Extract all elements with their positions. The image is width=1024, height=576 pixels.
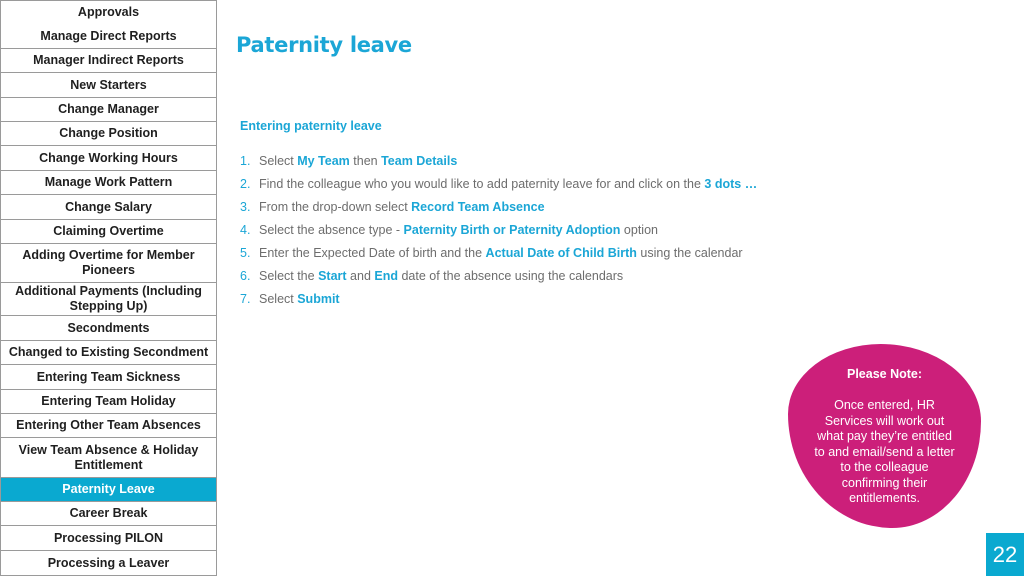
note-bubble: [788, 344, 981, 528]
step-text: Find the colleague who you would like to add paternity leave for and click on the: [259, 177, 705, 191]
step-item: [240, 154, 457, 168]
section-heading: Entering paternity leave: [240, 119, 382, 133]
step-number: 6.: [240, 269, 251, 283]
sidebar-item[interactable]: Paternity Leave: [0, 478, 217, 502]
note-line: confirming their: [841, 475, 928, 490]
note-line: entitlements.: [849, 491, 920, 505]
step-number: 4.: [240, 223, 251, 237]
note-title: Please Note:: [846, 367, 923, 381]
step-text: option: [620, 223, 658, 237]
step-highlight: Submit: [297, 292, 340, 306]
step-item: [240, 292, 340, 306]
note-line: Once entered, HR: [834, 398, 935, 412]
sidebar-item[interactable]: Change Manager: [0, 98, 217, 122]
sidebar-item[interactable]: Processing PILON: [0, 526, 217, 551]
step-text: From the drop-down select: [259, 200, 412, 214]
step-highlight: Start: [318, 269, 347, 283]
step-highlight: Record Team Absence: [411, 200, 545, 214]
sidebar-item[interactable]: View Team Absence & Holiday Entitlement: [0, 438, 217, 478]
note-line: Services will work out: [824, 413, 945, 428]
sidebar-item[interactable]: Secondments: [0, 316, 217, 341]
step-text: Select the absence type -: [259, 223, 404, 237]
step-item: [240, 177, 757, 191]
sidebar-item[interactable]: Manage Direct Reports: [0, 24, 217, 49]
step-item: [240, 269, 623, 283]
step-text: using the calendar: [636, 246, 743, 260]
sidebar-item[interactable]: New Starters: [0, 73, 217, 98]
step-highlight: End: [374, 269, 398, 283]
step-number: 5.: [240, 246, 251, 260]
sidebar-item[interactable]: Manage Work Pattern: [0, 171, 217, 195]
step-text: Enter the Expected Date of birth and the: [259, 246, 486, 260]
sidebar-item[interactable]: Change Working Hours: [0, 146, 217, 171]
page-number: 22: [986, 533, 1024, 576]
step-text: then: [349, 154, 382, 168]
sidebar-item[interactable]: Manager Indirect Reports: [0, 49, 217, 73]
sidebar-item[interactable]: Entering Team Sickness: [0, 365, 217, 390]
step-item: [240, 200, 545, 214]
note-line: what pay they’re entitled: [817, 429, 952, 443]
step-item: [240, 223, 658, 237]
step-highlight: Actual Date of Child Birth: [485, 246, 637, 260]
step-highlight: 3 dots …: [704, 177, 758, 191]
page-title: Paternity leave: [236, 33, 412, 57]
step-highlight: Paternity Birth or Paternity Adoption: [403, 223, 621, 237]
sidebar-item[interactable]: Approvals: [0, 0, 217, 25]
sidebar-item[interactable]: Additional Payments (Including Stepping Up): [0, 283, 217, 316]
sidebar-item[interactable]: Career Break: [0, 502, 217, 526]
step-number: 3.: [240, 200, 251, 214]
note-body: [810, 398, 959, 507]
sidebar-item[interactable]: Claiming Overtime: [0, 220, 217, 244]
note-line: to and email/send a letter: [814, 444, 955, 459]
step-number: 1.: [240, 154, 251, 168]
step-item: [240, 246, 743, 260]
step-highlight: My Team: [297, 154, 350, 168]
step-text: Select: [259, 154, 298, 168]
step-highlight: Team Details: [381, 154, 458, 168]
sidebar-item[interactable]: Entering Other Team Absences: [0, 414, 217, 438]
note-line: to the colleague: [840, 460, 929, 474]
step-text: date of the absence using the calendars: [397, 269, 624, 283]
sidebar-item[interactable]: Adding Overtime for Member Pioneers: [0, 244, 217, 283]
step-text: and: [346, 269, 375, 283]
sidebar-item[interactable]: Change Position: [0, 122, 217, 146]
step-number: 7.: [240, 292, 251, 306]
sidebar-item[interactable]: Change Salary: [0, 195, 217, 220]
sidebar-nav: [0, 0, 217, 576]
step-text: Select: [259, 292, 298, 306]
step-number: 2.: [240, 177, 251, 191]
step-text: Select the: [259, 269, 319, 283]
sidebar-item[interactable]: Processing a Leaver: [0, 551, 217, 576]
sidebar-item[interactable]: Changed to Existing Secondment: [0, 341, 217, 365]
sidebar-item[interactable]: Entering Team Holiday: [0, 390, 217, 414]
